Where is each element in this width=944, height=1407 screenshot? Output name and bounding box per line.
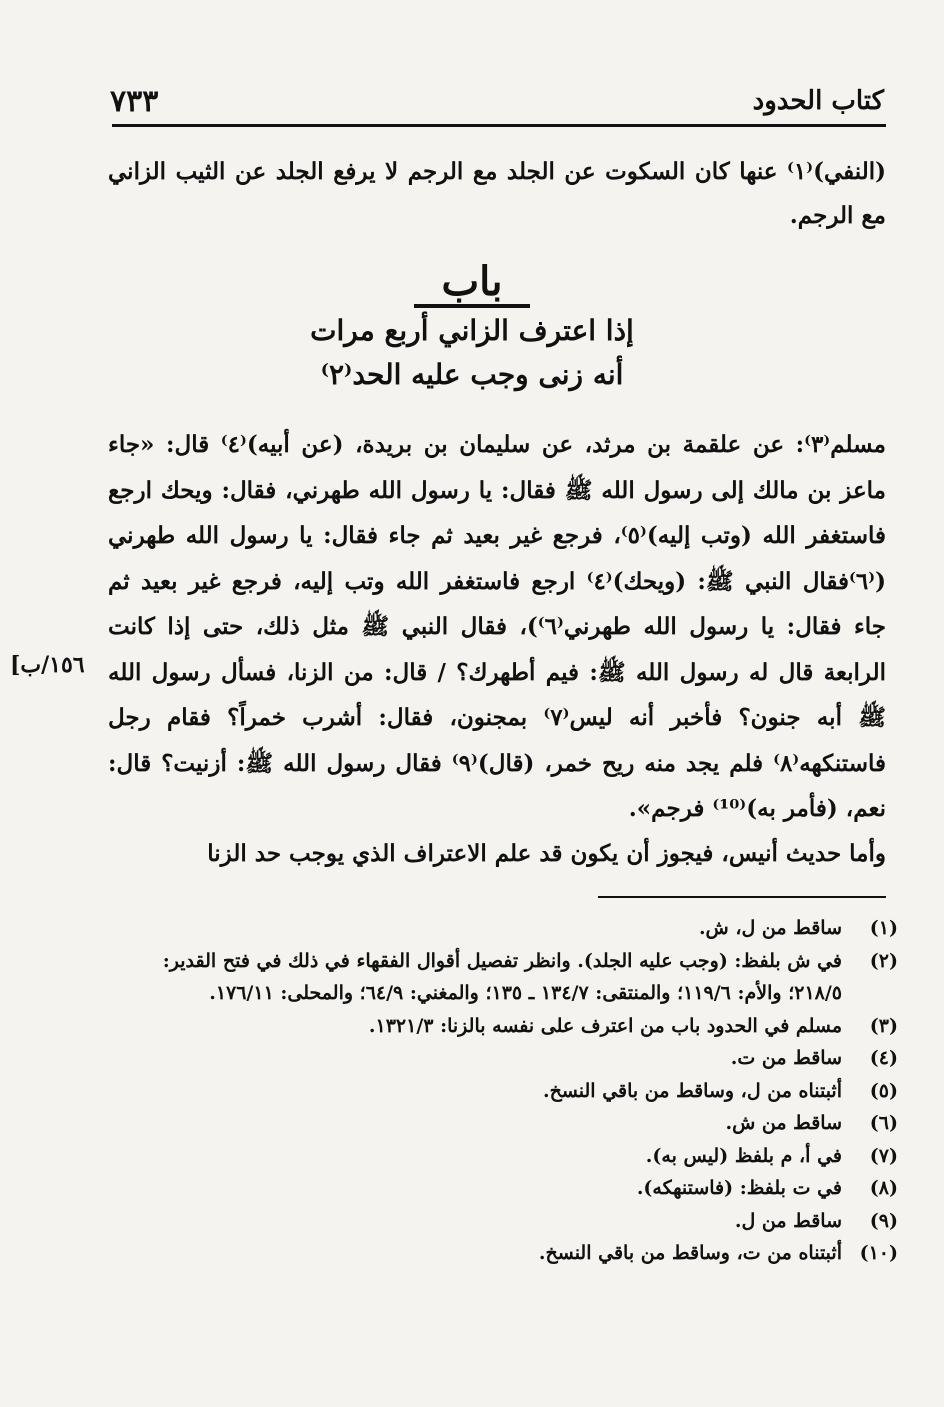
footnote-number: (٤) bbox=[869, 1047, 898, 1069]
margin-note: [١٥٦/ب bbox=[10, 652, 85, 678]
footnote-number: (١٠) bbox=[859, 1242, 898, 1264]
footnote-rule bbox=[598, 896, 886, 898]
footnotes bbox=[130, 912, 898, 1270]
footnote bbox=[130, 1205, 898, 1238]
footnote-number: (٩) bbox=[869, 1209, 898, 1232]
footnote-text: ساقط من ل، ش. bbox=[698, 917, 842, 939]
footnote-text: أثبتناه من ل، وساقط من باقي النسخ. bbox=[542, 1079, 842, 1102]
footnote bbox=[130, 945, 898, 1010]
footnote-text: مسلم في الحدود باب من اعترف على نفسه بالزنا: ١٣٢١/٣. bbox=[368, 1014, 842, 1037]
footnote bbox=[130, 1140, 898, 1173]
chapter-label-text: باب bbox=[414, 260, 531, 308]
footnote-number: (٦) bbox=[869, 1112, 898, 1134]
closing-paragraph: وأما حديث أنيس، فيجوز أن يكون قد علم الاعتراف الذي يوجب حد الزنا bbox=[207, 840, 886, 867]
footnote bbox=[130, 912, 898, 945]
footnote bbox=[130, 1010, 898, 1043]
chapter-title-line-2: أنه زنى وجب عليه الحد⁽٢⁾ bbox=[320, 358, 624, 391]
footnote-text: في ش بلفظ: (وجب عليه الجلد). وانظر تفصيل أقوال الفقهاء في ذلك في فتح القدير: ٢١٨/٥؛ والأم: ١١٩/٦؛ والمنتقى: ١٣٤/٧ ـ ١٣٥؛ والمغني: ٦٤/٩؛ والمحلى: ١٧٦/١١. bbox=[162, 949, 842, 1004]
footnote bbox=[130, 1237, 898, 1270]
hadith-paragraph: مسلم⁽٣⁾: عن علقمة بن مرثد، عن سليمان بن بريدة، (عن أبيه)⁽٤⁾ قال: «جاء ماعز بن مالك إلى رسول الله ﷺ فقال: يا رسول الله طهرني، فقال: ويحك ارجع فاستغفر الله (وتب إليه)⁽٥⁾، فرجع غير بعيد ثم جاء فقال: يا رسول الله طهرني (⁽٦⁾فقال النبي ﷺ: (ويحك)⁽٤⁾ ارجع فاستغفر الله وتب إليه، فرجع غير بعيد ثم جاء فقال: يا رسول الله طهرني⁽٦⁾)، فقال النبي ﷺ مثل ذلك، حتى إذا كانت الرابعة قال له رسول الله ﷺ: فيم أطهرك؟ / قال: من الزنا، فسأل رسول الله ﷺ أبه جنون؟ فأخبر أنه ليس⁽٧⁾ بمجنون، فقال: أشرب خمراً؟ فقام رجل فاستنكهه⁽٨⁾ فلم يجد منه ريح خمر، (قال)⁽٩⁾ فقال رسول الله ﷺ: أزنيت؟ قال: نعم، (فأمر به)⁽¹⁰⁾ فرجم». bbox=[108, 431, 886, 822]
footnote-number: (٨) bbox=[869, 1177, 898, 1199]
footnote bbox=[130, 1075, 898, 1108]
page-header bbox=[110, 84, 884, 124]
footnote bbox=[130, 1042, 898, 1075]
footnote-text: ساقط من ش. bbox=[725, 1112, 842, 1134]
footnote bbox=[130, 1172, 898, 1205]
footnote-number: (٧) bbox=[869, 1144, 898, 1167]
book-title: كتاب الحدود bbox=[752, 86, 884, 116]
page-number: ٧٣٣ bbox=[110, 84, 159, 119]
intro-paragraph: (النفي)⁽١⁾ عنها كان السكوت عن الجلد مع الرجم لا يرفع الجلد عن الثيب الزاني مع الرجم. bbox=[108, 158, 886, 229]
footnote-number: (٥) bbox=[869, 1079, 898, 1102]
footnote-text: في أ، م بلفظ (ليس به). bbox=[645, 1144, 842, 1167]
footnote bbox=[130, 1107, 898, 1140]
footnote-text: ساقط من ت. bbox=[730, 1047, 842, 1069]
footnote-text: في ت بلفظ: (فاستنهكه). bbox=[636, 1177, 842, 1199]
footnote-number: (١) bbox=[869, 917, 898, 939]
chapter-label bbox=[0, 258, 944, 308]
footnote-text: ساقط من ل. bbox=[734, 1209, 842, 1232]
footnote-number: (٢) bbox=[869, 949, 898, 972]
header-rule bbox=[112, 124, 886, 127]
footnote-text: أثبتناه من ت، وساقط من باقي النسخ. bbox=[538, 1242, 842, 1264]
footnote-number: (٣) bbox=[869, 1014, 898, 1037]
chapter-title-line-1: إذا اعترف الزاني أربع مرات bbox=[310, 314, 634, 347]
